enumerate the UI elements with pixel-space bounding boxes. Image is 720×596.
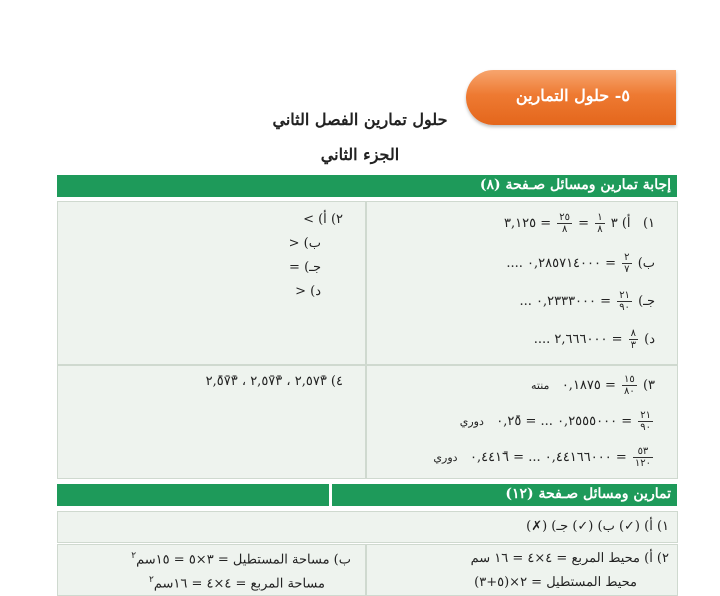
- q2a: أ) >: [303, 212, 327, 227]
- q2c: جـ) =: [289, 260, 321, 275]
- q1a-frac: [557, 212, 572, 235]
- q3r1-type: منته: [530, 379, 550, 392]
- q3r2-repeat: ٠,٢٥̄: [496, 414, 522, 429]
- section1-bar-title: إجابة تمارين ومسائل صـفحة (٨): [479, 177, 671, 193]
- q1a-frac-den: ٨: [561, 224, 568, 235]
- section3-row1: [57, 511, 678, 543]
- q3r1-value: ٠,١٨٧٥: [561, 378, 601, 393]
- section3-bar-right: [332, 484, 677, 506]
- q3r2-value: ٠,٢٥٥٥٠٠٠ ...: [540, 414, 618, 429]
- section3-row2-right: [366, 544, 678, 596]
- section3-row2-left: [57, 544, 366, 596]
- section3-row2-left-2: [149, 575, 325, 591]
- q2d: د) <: [295, 284, 321, 299]
- q1a-mixed-num: ١: [597, 212, 603, 223]
- q4-line: ٤) ٢,٥٧٣̄ ، ٢,٥٧̄٣̄ ، ٢,٥̄٧̄٣̄: [205, 374, 343, 389]
- q1d-frac-den: ٣: [630, 340, 636, 351]
- q3-row3: $\frac{٥٣}{١٢٠}$ = ٠,٤٤١٦٦٠٠٠ ... = ٠,٤٤١٦̄ دوري: [433, 446, 651, 469]
- section1-right-panel: [366, 201, 678, 365]
- q1c-result: ٠,٢٣٣٣٠٠٠ ...: [519, 294, 597, 309]
- q1d-result: ٢,٦٦٦٠٠٠ ....: [533, 332, 608, 347]
- section3-row2-left-1: [131, 551, 351, 567]
- section1-bar: [57, 175, 677, 197]
- q3r1-frac: [622, 374, 637, 397]
- q3-row2: $\frac{٢١}{٩٠}$ = ٠,٢٥٥٥٠٠٠ ... = ٠,٢٥̄ دوري: [459, 410, 651, 433]
- section3-row2-right-1: ٢) أ) محيط المربع = ٤×٤ = ١٦ سم: [470, 551, 669, 566]
- q3r2-frac-den: ٩٠: [640, 422, 651, 433]
- section3-row1-text: ١) أ) (✓) ب) (✓) جـ) (✗): [526, 519, 669, 534]
- page-title: حلول تمارين الفصل الثاني: [272, 110, 448, 129]
- q1b-line: ب) $\frac{٢}{٧}$ = ٠,٢٨٥٧١٤٠٠٠ ....: [506, 252, 655, 275]
- q3r3-type: دوري: [433, 451, 458, 464]
- q3r3-frac-num: ٥٣: [633, 446, 653, 458]
- section3-bar-title: تمارين ومسائل صـفحة (١٢): [505, 486, 671, 502]
- q3r3-frac-den: ١٢٠: [634, 458, 651, 469]
- section3-row2-left-2-text: مساحة المربع = ٤×٤ = ١٦سم: [153, 576, 325, 592]
- page-subtitle: الجزء الثاني: [320, 145, 400, 164]
- q3r3-value: ٠,٤٤١٦٦٠٠٠ ...: [528, 450, 612, 465]
- section3-row2-left-1-text: ب) مساحة المستطيل = ٣×٥ = ١٥سم: [136, 552, 351, 568]
- section3-row2-right-2: محيط المستطيل = ٢×(٥+٣): [474, 575, 637, 590]
- q1d-line: د) $\frac{٨}{٣}$ = ٢,٦٦٦٠٠٠ ....: [533, 328, 655, 351]
- section2-right-panel: [366, 365, 678, 479]
- q1d-frac-num: ٨: [630, 328, 636, 339]
- q1c-frac: [617, 290, 632, 313]
- q1b-result: ٠,٢٨٥٧١٤٠٠٠ ....: [506, 256, 601, 271]
- q3r2-frac: [638, 410, 653, 433]
- q3r3-frac: [633, 446, 653, 469]
- q3r2-frac-num: ٢١: [640, 410, 651, 421]
- q1a-line: ١) أ) ٣ $\frac{١}{٨}$ = $\frac{٢٥}{٨}$ = ٣,١٢٥: [504, 212, 655, 235]
- q1d-frac: [629, 328, 638, 351]
- q1c-frac-num: ٢١: [619, 290, 630, 301]
- section1-left-panel: [57, 201, 366, 365]
- q3-row1: ٣) $\frac{١٥}{٨٠}$ = ٠,١٨٧٥ منته: [530, 374, 655, 397]
- q1b-label: ب): [637, 256, 655, 271]
- q2-line-a: [303, 212, 343, 227]
- q1a-result: ٣,١٢٥: [504, 216, 537, 231]
- q1b-frac-den: ٧: [624, 264, 630, 275]
- q1c-label: جـ): [638, 294, 655, 309]
- section3-bar-left: [57, 484, 329, 506]
- q1d-label: د): [644, 332, 655, 347]
- section-tab-label: ٥- حلول التمارين: [515, 86, 630, 105]
- q3r1-frac-num: ١٥: [624, 374, 635, 385]
- q1-label: ١): [642, 216, 655, 231]
- q3r1-frac-den: ٨٠: [624, 386, 635, 397]
- q1a-label: أ): [621, 216, 631, 231]
- q2-label: ٢): [330, 212, 343, 227]
- q3-label: ٣): [642, 378, 655, 393]
- section3-row2-left-1-sup: ٢: [131, 551, 137, 561]
- section2-left-panel: [57, 365, 366, 479]
- q1b-frac-num: ٢: [624, 252, 630, 263]
- q3r2-type: دوري: [459, 415, 484, 428]
- q3r3-repeat: ٠,٤٤١٦̄: [469, 450, 510, 465]
- q1a-mixed-frac: [595, 212, 604, 235]
- section3-row2-left-2-sup: ٢: [148, 575, 154, 585]
- q1a-frac-num: ٢٥: [559, 212, 571, 223]
- q1a-mixed-whole: ٣: [610, 216, 618, 231]
- q1a-mixed-den: ٨: [597, 224, 603, 235]
- q2b: ب) <: [288, 236, 321, 251]
- q1c-frac-den: ٩٠: [619, 302, 630, 313]
- q1b-frac: [622, 252, 631, 275]
- q1c-line: جـ) $\frac{٢١}{٩٠}$ = ٠,٢٣٣٣٠٠٠ ...: [519, 290, 655, 313]
